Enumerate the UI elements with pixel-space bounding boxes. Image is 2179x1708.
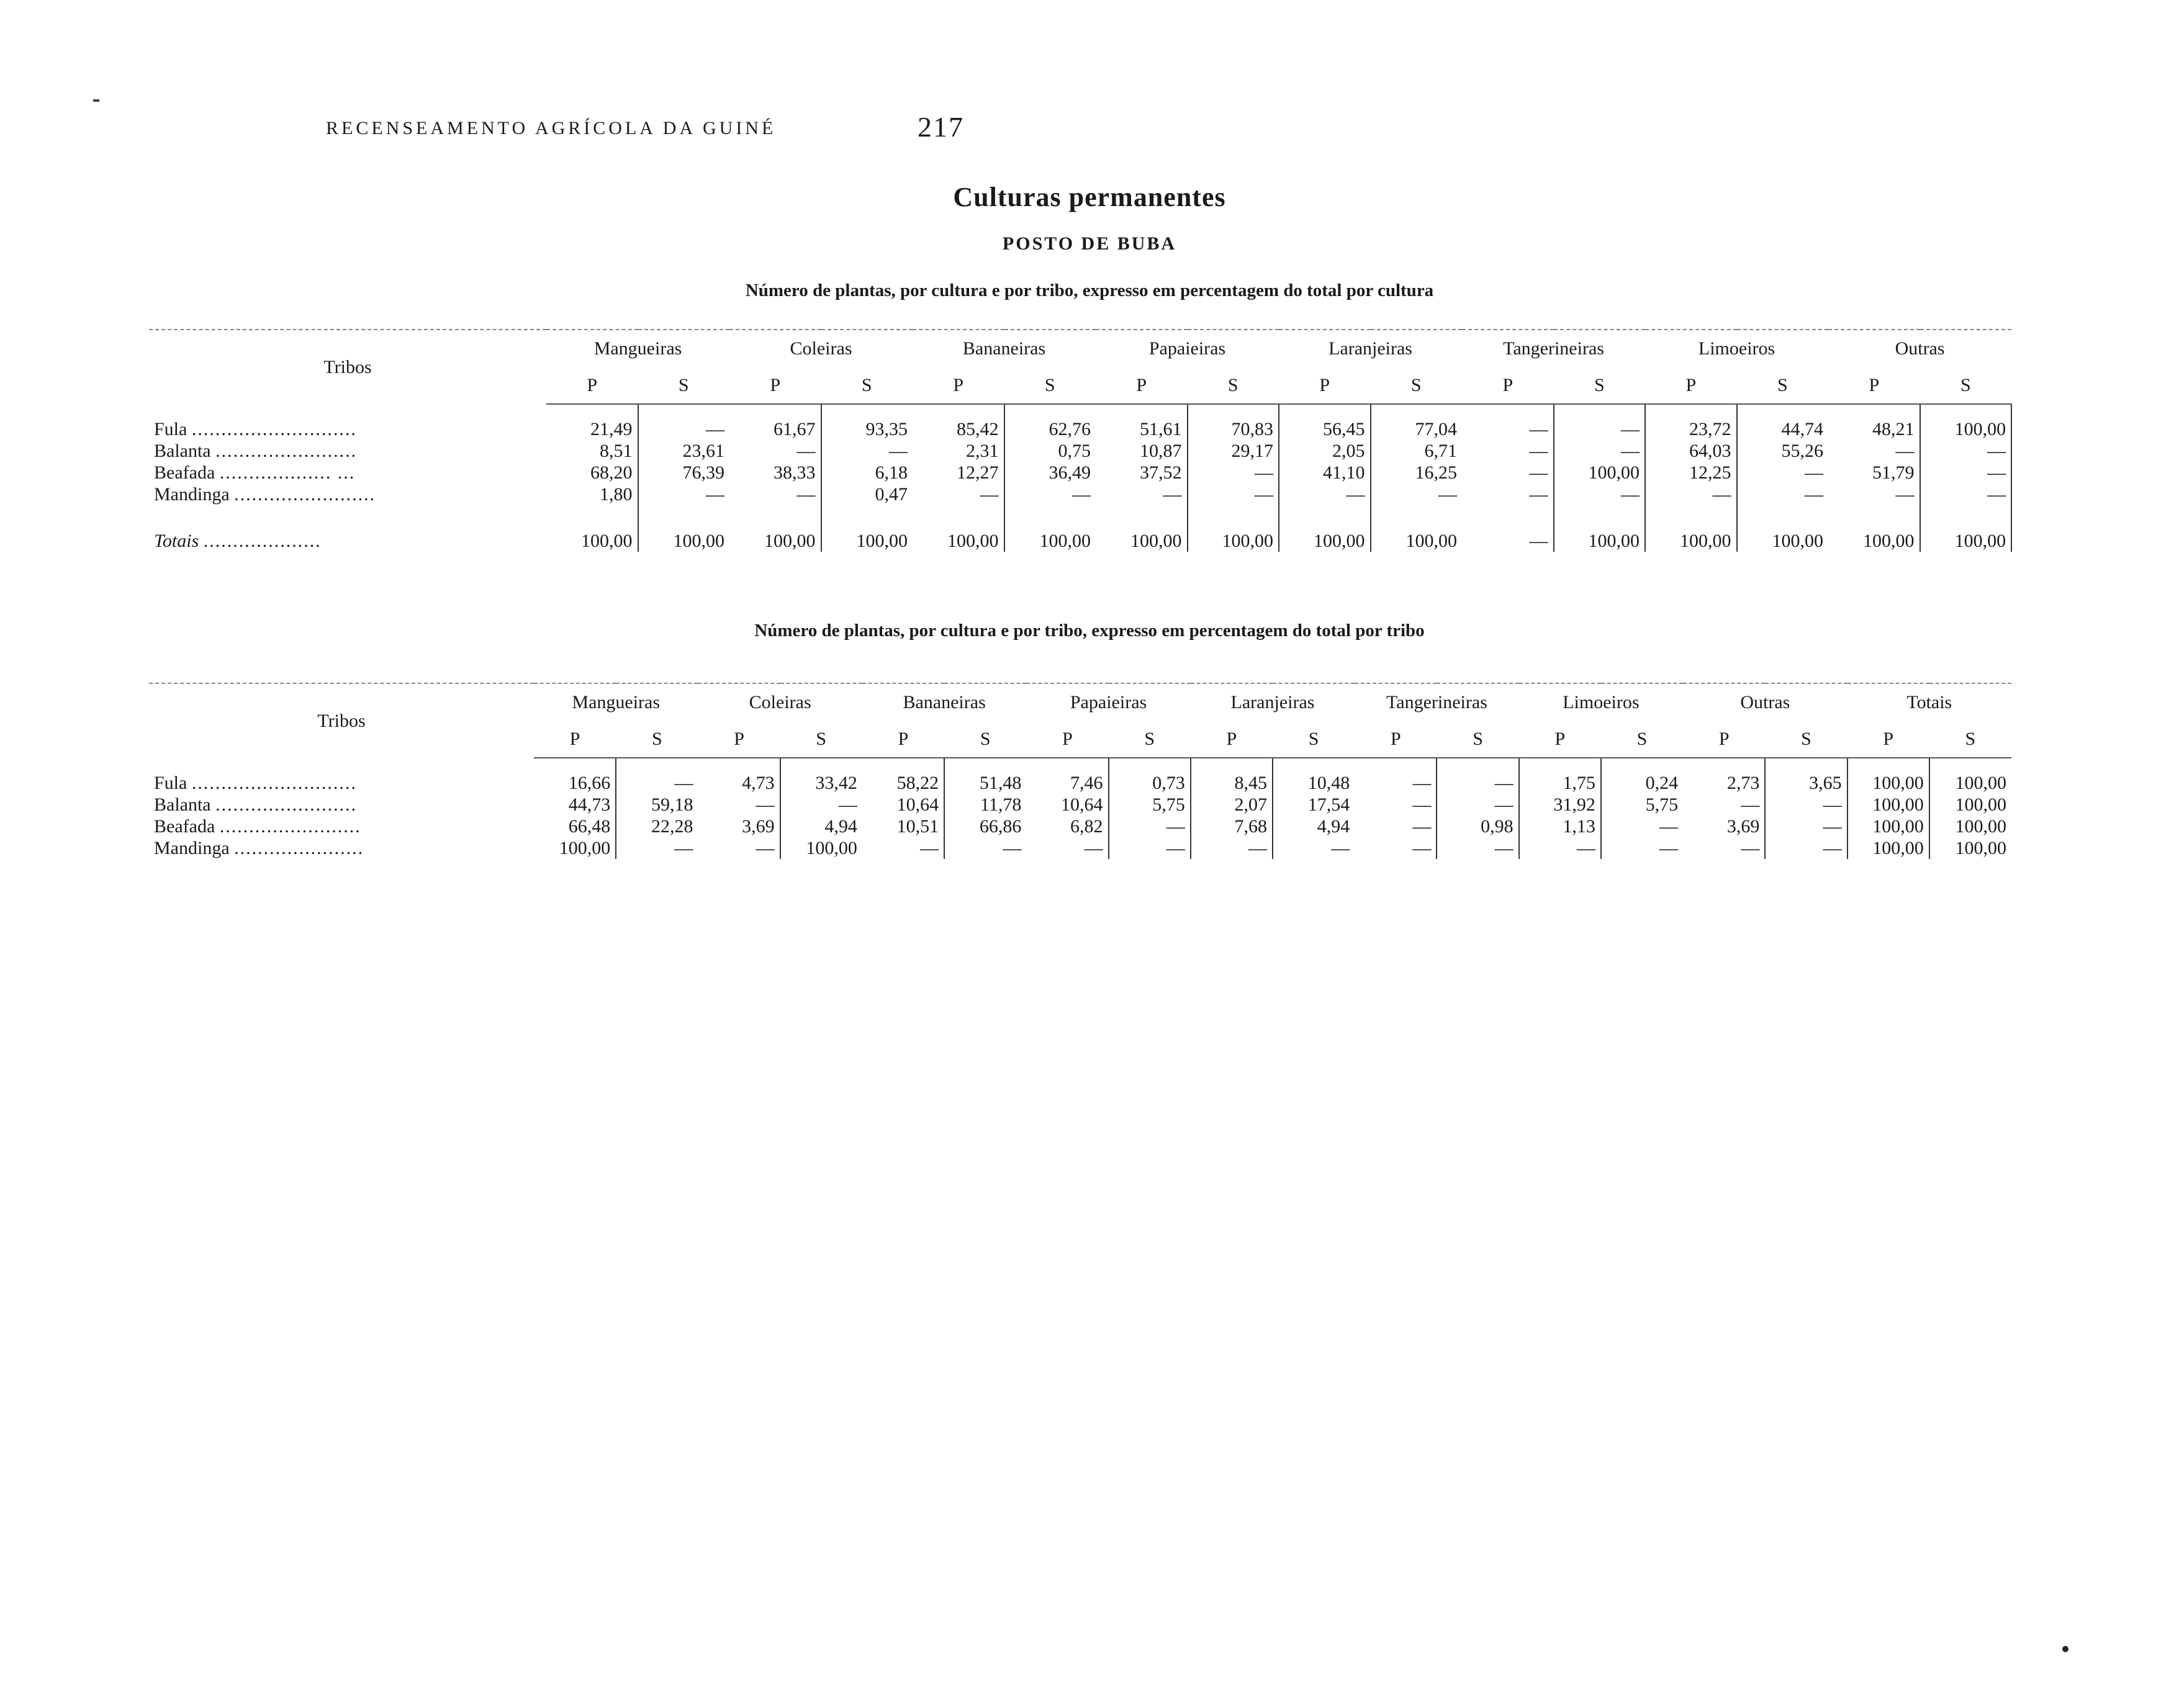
- value-cell: —: [1554, 440, 1646, 462]
- value-cell: 1,13: [1519, 816, 1601, 837]
- value-cell: —: [1462, 440, 1554, 462]
- value-cell: —: [1355, 816, 1437, 837]
- value-cell: 44,74: [1781, 419, 1824, 439]
- culture-group-header: Coleiras: [698, 683, 862, 719]
- scan-speck: [2062, 1646, 2068, 1652]
- value-cell: 100,00: [913, 505, 1004, 552]
- tribes-column-header: Tribos: [149, 683, 534, 758]
- culture-group-header: Papaieiras: [1026, 683, 1190, 719]
- sub-header-p: P: [1355, 719, 1437, 758]
- totals-row: [149, 505, 2011, 552]
- tribe-name: Mandinga: [154, 484, 230, 505]
- value-cell: 100,00: [1955, 794, 2007, 815]
- dot-leader: ........................: [219, 816, 361, 837]
- value-cell: 3,69: [1683, 816, 1765, 837]
- sub-header-s: S: [780, 719, 862, 758]
- value-cell: 12,25: [1645, 462, 1737, 483]
- sub-header-s: S: [1109, 719, 1191, 758]
- value-cell: 6,71: [1424, 441, 1458, 461]
- value-cell: 17,54: [1307, 794, 1350, 815]
- value-cell: 5,75: [1645, 794, 1679, 815]
- value-cell: 23,61: [682, 441, 724, 461]
- value-cell: —: [1765, 837, 1847, 859]
- table-row: [149, 404, 2011, 440]
- dot-leader: ........................: [215, 441, 358, 461]
- table-row: [149, 440, 2011, 462]
- value-cell: —: [1828, 483, 1920, 505]
- value-cell: 66,86: [979, 816, 1022, 837]
- group-header-row: [149, 683, 2011, 719]
- sub-header-p: P: [1683, 719, 1765, 758]
- value-cell: 2,73: [1683, 758, 1765, 794]
- value-cell: —: [1920, 440, 2012, 462]
- culture-group-header: Tangerineiras: [1462, 330, 1645, 366]
- sub-header-s: S: [1437, 719, 1518, 758]
- sub-header-p: P: [1519, 719, 1601, 758]
- dot-leader: ................... ...: [219, 462, 356, 483]
- sub-header-s: S: [821, 366, 913, 404]
- value-cell: 6,18: [875, 462, 908, 483]
- culture-group-header: Tangerineiras: [1355, 683, 1518, 719]
- value-cell: 51,79: [1828, 462, 1920, 483]
- dot-leader: ......................: [234, 838, 364, 858]
- value-cell: 100,00: [1554, 462, 1646, 483]
- culture-group-header: Laranjeiras: [1191, 683, 1355, 719]
- value-cell: 16,66: [534, 758, 616, 794]
- value-cell: 100,00: [1847, 837, 1929, 859]
- value-cell: 22,28: [651, 816, 693, 837]
- value-cell: 100,00: [1955, 773, 2007, 793]
- value-cell: 21,49: [546, 404, 638, 440]
- value-cell: —: [1683, 837, 1765, 859]
- sub-header-p: P: [913, 366, 1004, 404]
- culture-group-header: Outras: [1683, 683, 1847, 719]
- value-cell: 10,64: [1026, 794, 1108, 816]
- value-cell: 48,21: [1828, 404, 1920, 440]
- sub-header-s: S: [1765, 719, 1847, 758]
- table-percent-by-tribe: [149, 683, 2011, 859]
- value-cell: —: [1805, 462, 1824, 483]
- value-cell: 8,45: [1191, 758, 1273, 794]
- value-cell: 36,49: [1049, 462, 1091, 483]
- dot-leader: ........................: [234, 484, 376, 505]
- value-cell: 3,69: [698, 816, 780, 837]
- culture-group-header: Bananeiras: [913, 330, 1096, 366]
- value-cell: —: [1659, 838, 1679, 858]
- value-cell: —: [913, 483, 1004, 505]
- value-cell: —: [1003, 838, 1022, 858]
- value-cell: 16,25: [1415, 462, 1458, 483]
- value-cell: 70,83: [1188, 404, 1279, 440]
- tribe-label: [149, 837, 534, 859]
- value-cell: —: [1191, 837, 1273, 859]
- value-cell: 100,00: [1405, 531, 1458, 551]
- group-header-row: [149, 330, 2011, 366]
- value-cell: 100,00: [729, 505, 821, 552]
- value-cell: 0,24: [1645, 773, 1679, 793]
- value-cell: 3,65: [1765, 758, 1847, 794]
- value-cell: 6,82: [1026, 816, 1108, 837]
- sub-header-p: P: [1462, 366, 1554, 404]
- value-cell: 100,00: [1039, 531, 1091, 551]
- value-cell: —: [889, 441, 908, 461]
- value-cell: 10,87: [1096, 440, 1188, 462]
- sub-header-s: S: [1601, 719, 1683, 758]
- value-cell: —: [1188, 483, 1279, 505]
- sub-header-s: S: [1188, 366, 1279, 404]
- value-cell: —: [1462, 483, 1554, 505]
- culture-group-header: Coleiras: [729, 330, 913, 366]
- value-cell: 100,00: [856, 531, 908, 551]
- value-cell: —: [1096, 483, 1188, 505]
- culture-group-header: Limoeiros: [1519, 683, 1683, 719]
- value-cell: 100,00: [1955, 816, 2007, 837]
- sub-header-p: P: [1828, 366, 1920, 404]
- value-cell: —: [729, 483, 821, 505]
- table-row: [149, 462, 2011, 483]
- value-cell: —: [1355, 758, 1437, 794]
- value-cell: 100,00: [1847, 794, 1929, 816]
- value-cell: —: [1920, 462, 2012, 483]
- value-cell: —: [729, 440, 821, 462]
- sub-header-s: S: [1371, 366, 1463, 404]
- value-cell: 100,00: [1554, 505, 1646, 552]
- value-cell: 12,27: [913, 462, 1004, 483]
- page-subtitle: POSTO DE BUBA: [1002, 233, 1177, 254]
- tribe-label: [149, 404, 546, 440]
- culture-group-header: Laranjeiras: [1279, 330, 1462, 366]
- tribe-label: [149, 462, 546, 483]
- sub-header-s: S: [1004, 366, 1096, 404]
- value-cell: 58,22: [862, 758, 944, 794]
- value-cell: 10,64: [862, 794, 944, 816]
- value-cell: —: [698, 794, 780, 816]
- value-cell: —: [1355, 837, 1437, 859]
- tribe-name: Balanta: [154, 794, 211, 815]
- sub-header-p: P: [1847, 719, 1929, 758]
- table-row: [149, 816, 2011, 837]
- tribe-name: Beafada: [154, 462, 215, 483]
- value-cell: 51,61: [1096, 404, 1188, 440]
- culture-group-header: Mangueiras: [546, 330, 729, 366]
- value-cell: 51,48: [979, 773, 1022, 793]
- value-cell: 77,04: [1415, 419, 1458, 439]
- value-cell: 29,17: [1188, 440, 1279, 462]
- value-cell: —: [1462, 505, 1554, 552]
- value-cell: —: [1765, 794, 1847, 816]
- value-cell: 0,73: [1109, 758, 1191, 794]
- sub-header-s: S: [1273, 719, 1355, 758]
- value-cell: 44,73: [534, 794, 616, 816]
- value-cell: —: [1109, 816, 1191, 837]
- value-cell: 100,00: [1955, 838, 2007, 858]
- sub-header-p: P: [1279, 366, 1371, 404]
- table-row: [149, 758, 2011, 794]
- value-cell: 0,47: [875, 484, 908, 505]
- value-cell: 100,00: [534, 837, 616, 859]
- value-cell: —: [698, 837, 780, 859]
- value-cell: 68,20: [546, 462, 638, 483]
- value-cell: 61,67: [729, 404, 821, 440]
- value-cell: 8,51: [546, 440, 638, 462]
- value-cell: —: [1437, 794, 1518, 816]
- value-cell: 100,00: [1772, 531, 1824, 551]
- sub-header-p: P: [1191, 719, 1273, 758]
- value-cell: 10,48: [1307, 773, 1350, 793]
- tribe-label: [149, 758, 534, 794]
- tribes-column-header: Tribos: [149, 330, 546, 404]
- value-cell: —: [1828, 440, 1920, 462]
- sub-header-s: S: [1554, 366, 1646, 404]
- value-cell: —: [1355, 794, 1437, 816]
- value-cell: 4,94: [824, 816, 857, 837]
- tribe-name: Fula: [154, 772, 187, 793]
- tribe-label: [149, 816, 534, 837]
- value-cell: 100,00: [1920, 404, 2012, 440]
- value-cell: 2,05: [1279, 440, 1371, 462]
- value-cell: 1,80: [546, 483, 638, 505]
- sub-header-p: P: [698, 719, 780, 758]
- value-cell: 4,73: [698, 758, 780, 794]
- sub-header-p: P: [862, 719, 944, 758]
- value-cell: —: [706, 419, 724, 439]
- value-cell: —: [1659, 816, 1679, 837]
- dot-leader: ............................: [191, 418, 357, 439]
- value-cell: 100,00: [1096, 505, 1188, 552]
- value-cell: —: [1462, 404, 1554, 440]
- value-cell: —: [838, 794, 857, 815]
- value-cell: —: [1279, 483, 1371, 505]
- value-cell: 41,10: [1279, 462, 1371, 483]
- value-cell: 33,42: [815, 773, 857, 793]
- value-cell: 100,00: [806, 838, 857, 858]
- value-cell: 31,92: [1519, 794, 1601, 816]
- dot-leader: ........................: [215, 794, 358, 815]
- value-cell: 2,31: [913, 440, 1004, 462]
- value-cell: —: [674, 838, 693, 858]
- tribe-label: [149, 483, 546, 505]
- value-cell: 100,00: [1279, 505, 1371, 552]
- value-cell: —: [1188, 462, 1279, 483]
- value-cell: 11,78: [980, 794, 1022, 815]
- table-percent-by-culture: [149, 329, 2012, 552]
- value-cell: 100,00: [1847, 816, 1929, 837]
- tribe-name: Totais: [154, 531, 199, 551]
- tribe-name: Beafada: [154, 816, 215, 837]
- dot-leader: ....................: [203, 531, 322, 551]
- value-cell: —: [1437, 837, 1518, 859]
- value-cell: 55,26: [1781, 441, 1824, 461]
- value-cell: —: [1072, 484, 1091, 505]
- value-cell: 100,00: [1920, 505, 2012, 552]
- page-title: Culturas permanentes: [953, 182, 1226, 212]
- value-cell: —: [1438, 484, 1458, 505]
- table1-caption: Número de plantas, por cultura e por tribo, expresso em percentagem do total por cultura: [745, 281, 1434, 300]
- page-number: 217: [918, 111, 964, 143]
- sub-header-s: S: [1737, 366, 1829, 404]
- value-cell: 100,00: [1645, 505, 1737, 552]
- tribe-name: Mandinga: [154, 838, 230, 858]
- table-row: [149, 837, 2011, 859]
- tribe-name: Balanta: [154, 441, 211, 461]
- value-cell: 59,18: [651, 794, 693, 815]
- value-cell: 66,48: [534, 816, 616, 837]
- sub-header-s: S: [616, 719, 698, 758]
- sub-header-s: S: [638, 366, 730, 404]
- value-cell: 62,76: [1049, 419, 1091, 439]
- table-row: [149, 483, 2011, 505]
- culture-group-header: Outras: [1828, 330, 2011, 366]
- value-cell: 23,72: [1645, 404, 1737, 440]
- sub-header-p: P: [1026, 719, 1108, 758]
- value-cell: 0,75: [1058, 441, 1091, 461]
- sub-header-p: P: [546, 366, 638, 404]
- value-cell: 56,45: [1279, 404, 1371, 440]
- sub-header-s: S: [1929, 719, 2011, 758]
- value-cell: 100,00: [1188, 505, 1279, 552]
- value-cell: —: [1519, 837, 1601, 859]
- value-cell: —: [1765, 816, 1847, 837]
- value-cell: 93,35: [865, 419, 908, 439]
- dot-leader: ............................: [191, 772, 357, 793]
- sub-header-s: S: [944, 719, 1026, 758]
- sub-header-p: P: [729, 366, 821, 404]
- tribe-label: [149, 794, 534, 816]
- value-cell: 100,00: [1847, 758, 1929, 794]
- value-cell: 5,75: [1109, 794, 1191, 816]
- value-cell: —: [862, 837, 944, 859]
- value-cell: —: [1554, 483, 1646, 505]
- value-cell: —: [1920, 483, 2012, 505]
- value-cell: 7,68: [1191, 816, 1273, 837]
- value-cell: 37,52: [1096, 462, 1188, 483]
- sub-header-s: S: [1920, 366, 2012, 404]
- value-cell: 0,98: [1437, 816, 1518, 837]
- culture-group-header: Limoeiros: [1645, 330, 1828, 366]
- value-cell: —: [1554, 404, 1646, 440]
- value-cell: —: [1026, 837, 1108, 859]
- sub-header-p: P: [1645, 366, 1737, 404]
- value-cell: 38,33: [729, 462, 821, 483]
- value-cell: —: [1462, 462, 1554, 483]
- value-cell: 85,42: [913, 404, 1004, 440]
- culture-group-header: Papaieiras: [1096, 330, 1279, 366]
- culture-group-header: Totais: [1847, 683, 2011, 719]
- tribe-label: [149, 440, 546, 462]
- value-cell: 100,00: [1828, 505, 1920, 552]
- culture-group-header: Mangueiras: [534, 683, 698, 719]
- tribe-label: [149, 505, 546, 552]
- value-cell: —: [674, 773, 693, 793]
- value-cell: 1,75: [1519, 758, 1601, 794]
- value-cell: 76,39: [682, 462, 724, 483]
- value-cell: 100,00: [546, 505, 638, 552]
- value-cell: —: [706, 484, 724, 505]
- value-cell: 7,46: [1026, 758, 1108, 794]
- value-cell: 4,94: [1317, 816, 1350, 837]
- value-cell: 10,51: [862, 816, 944, 837]
- tribe-name: Fula: [154, 418, 187, 439]
- value-cell: —: [1683, 794, 1765, 816]
- value-cell: —: [1109, 837, 1191, 859]
- value-cell: 2,07: [1191, 794, 1273, 816]
- culture-group-header: Bananeiras: [862, 683, 1026, 719]
- sub-header-p: P: [534, 719, 616, 758]
- value-cell: 100,00: [673, 531, 724, 551]
- scan-speck: [93, 99, 99, 102]
- running-header: RECENSEAMENTO AGRÍCOLA DA GUINÉ: [326, 118, 777, 138]
- value-cell: —: [1437, 758, 1518, 794]
- value-cell: 64,03: [1645, 440, 1737, 462]
- table-row: [149, 794, 2011, 816]
- sub-header-p: P: [1096, 366, 1188, 404]
- value-cell: —: [1645, 483, 1737, 505]
- table2-caption: Número de plantas, por cultura e por tribo, expresso em percentagem do total por tribo: [754, 621, 1425, 640]
- value-cell: —: [1331, 838, 1350, 858]
- value-cell: —: [1805, 484, 1824, 505]
